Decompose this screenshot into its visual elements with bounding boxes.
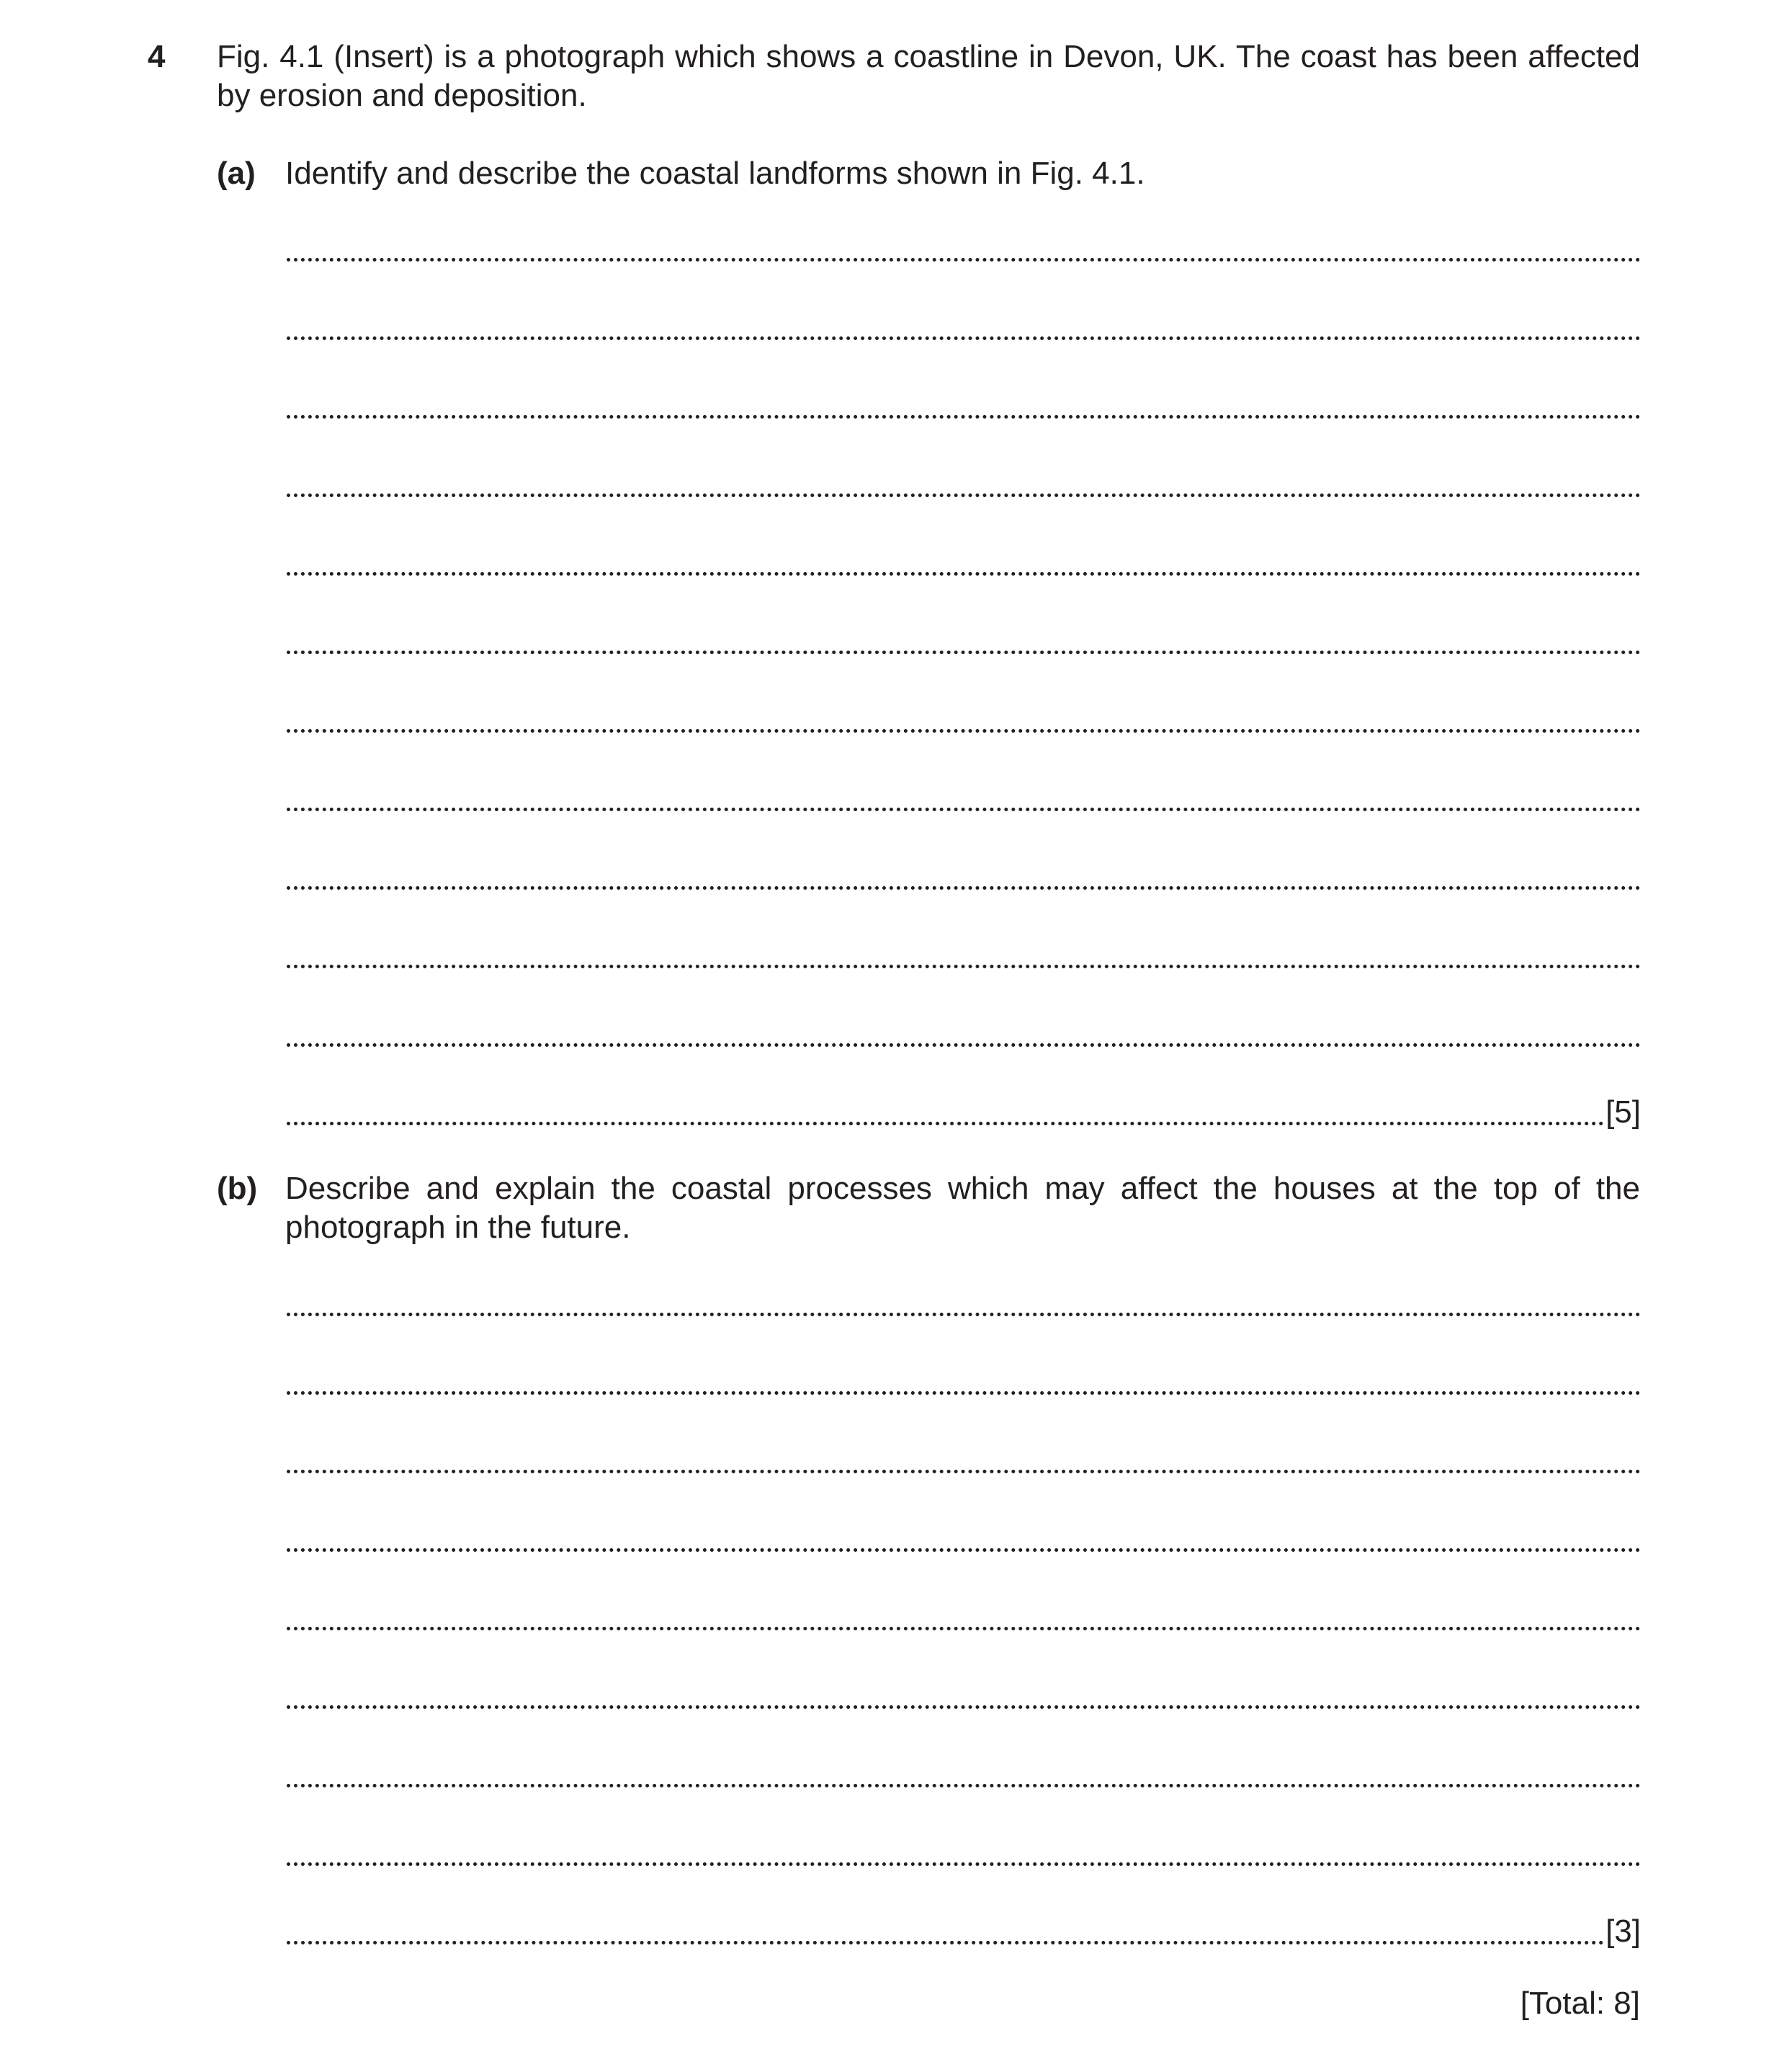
part-a-answer-lines: [287, 187, 1641, 1130]
answer-line[interactable]: [287, 344, 1641, 423]
answer-line[interactable]: [287, 894, 1641, 973]
part-b-text: Describe and explain the coastal processes which may affect the houses at the top of the photograph in the future.: [285, 1171, 1640, 1245]
answer-line[interactable]: [287, 1556, 1641, 1635]
answer-line[interactable]: [287, 423, 1641, 501]
answer-line-last[interactable]: [287, 1051, 1641, 1130]
answer-line[interactable]: [287, 1792, 1641, 1870]
part-b-label: (b): [217, 1171, 258, 1206]
part-a-text: Identify and describe the coastal landforms shown in Fig. 4.1.: [285, 156, 1145, 191]
answer-line[interactable]: [287, 973, 1641, 1051]
answer-line[interactable]: [287, 1399, 1641, 1478]
answer-line[interactable]: [287, 1713, 1641, 1792]
answer-line[interactable]: [287, 187, 1641, 266]
total-marks: [Total: 8]: [1520, 1986, 1640, 2021]
question-stem: Fig. 4.1 (Insert) is a photograph which shows a coastline in Devon, UK. The coast has been affected by erosion and deposition.: [217, 39, 1640, 113]
part-a-label: (a): [217, 156, 256, 191]
answer-line[interactable]: [287, 816, 1641, 894]
part-a-marks: [5]: [1605, 1094, 1641, 1130]
part-b-answer-lines: [287, 1242, 1641, 1949]
answer-line[interactable]: [287, 266, 1641, 344]
answer-line-last[interactable]: [287, 1870, 1641, 1949]
answer-line[interactable]: [287, 501, 1641, 580]
question-number: 4: [148, 39, 166, 74]
answer-line[interactable]: [287, 737, 1641, 816]
answer-line[interactable]: [287, 1321, 1641, 1399]
part-b-marks: [3]: [1605, 1914, 1641, 1949]
answer-line[interactable]: [287, 1478, 1641, 1556]
answer-line[interactable]: [287, 580, 1641, 658]
answer-line[interactable]: [287, 658, 1641, 737]
answer-line[interactable]: [287, 1635, 1641, 1713]
answer-line[interactable]: [287, 1242, 1641, 1321]
